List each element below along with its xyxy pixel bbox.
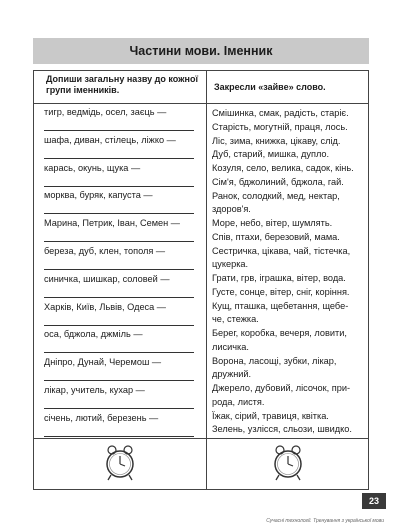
word-line: Море, небо, вітер, шумлять. bbox=[212, 218, 333, 228]
word-line: цукерка. bbox=[212, 259, 249, 270]
exercise-row bbox=[44, 384, 202, 411]
word-line: Сестричка, цікава, чай, тістечка, bbox=[212, 245, 351, 256]
word-line: Джерело, дубовий, лісочок, при- bbox=[212, 383, 351, 393]
exercise-row bbox=[44, 412, 202, 439]
right-column-header: Закресли «зайве» слово. bbox=[214, 82, 326, 92]
word-line: дружний. bbox=[212, 369, 252, 380]
word-line: Спів, птахи, березовий, мама. bbox=[212, 231, 340, 242]
left-column-header: Допиши загальну назву до кожної групи іменників. bbox=[46, 74, 198, 95]
word-line: Їжак, сірий, травиця, квітка. bbox=[212, 410, 329, 421]
exercise-row bbox=[44, 134, 202, 161]
page-number: 23 bbox=[362, 493, 386, 509]
answer-line[interactable] bbox=[44, 158, 194, 159]
answer-line[interactable] bbox=[44, 436, 194, 437]
word-group: морква, буряк, капуста — bbox=[44, 190, 153, 201]
word-line: че, стежка. bbox=[212, 314, 259, 325]
word-line: Ворона, ласощі, зубки, лікар, bbox=[212, 355, 337, 366]
word-line: здоров'я. bbox=[212, 204, 251, 215]
word-line: лисичка. bbox=[212, 341, 249, 352]
word-group: синичка, шишкар, соловей — bbox=[44, 273, 170, 284]
answer-line[interactable] bbox=[44, 213, 194, 214]
word-line: Ранок, солодкий, мед, нектар, bbox=[212, 190, 340, 201]
word-line: Старість, могутній, праця, лось. bbox=[212, 121, 348, 132]
exercise-row bbox=[44, 356, 202, 383]
exercise-row bbox=[44, 328, 202, 355]
word-line: Зелень, узлісся, сльози, швидко. bbox=[212, 424, 352, 435]
page-title-text: Частини мови. Іменник bbox=[129, 44, 273, 58]
column-divider bbox=[206, 71, 207, 489]
word-line: Смішинка, смак, радість, старіє. bbox=[212, 108, 349, 118]
exercise-row bbox=[44, 245, 202, 272]
word-group: Марина, Петрик, Іван, Семен — bbox=[44, 218, 180, 229]
answer-line[interactable] bbox=[44, 186, 194, 187]
word-line: Козуля, село, велика, садок, кінь. bbox=[212, 163, 354, 173]
answer-line[interactable] bbox=[44, 325, 194, 326]
word-line: Дуб, старий, мишка, дупло. bbox=[212, 149, 330, 160]
exercise-row bbox=[44, 106, 202, 133]
answer-line[interactable] bbox=[44, 130, 194, 131]
word-group: Харків, Київ, Львів, Одеса — bbox=[44, 301, 166, 312]
word-line: Кущ, пташка, щебетання, щебе- bbox=[212, 300, 349, 311]
word-group: Дніпро, Дунай, Черемош — bbox=[44, 357, 162, 368]
page-title bbox=[33, 38, 369, 64]
word-group: тигр, ведмідь, осел, заєць — bbox=[44, 107, 167, 117]
answer-line[interactable] bbox=[44, 408, 194, 409]
exercise-row bbox=[44, 189, 202, 216]
word-line: Ліс, зима, книжка, цікаву, слід. bbox=[212, 135, 341, 146]
word-group: оса, бджола, джміль — bbox=[44, 329, 143, 340]
answer-line[interactable] bbox=[44, 269, 194, 270]
alarm-clock-icon bbox=[271, 444, 305, 482]
footer-text: Сучасні технології. Тренування з української мови bbox=[266, 518, 384, 524]
exercise-row bbox=[44, 301, 202, 328]
word-line: рода, листя. bbox=[212, 396, 265, 407]
exercise-table bbox=[33, 70, 369, 490]
answer-line[interactable] bbox=[44, 241, 194, 242]
word-group: карась, окунь, щука — bbox=[44, 162, 141, 173]
alarm-clock-icon bbox=[103, 444, 137, 482]
exercise-row bbox=[44, 162, 202, 189]
header-divider bbox=[34, 103, 368, 104]
word-group: лікар, учитель, кухар — bbox=[44, 385, 145, 395]
exercise-row bbox=[44, 217, 202, 244]
word-line: Сім'я, бджолиний, бджола, гай. bbox=[212, 176, 344, 187]
answer-line[interactable] bbox=[44, 380, 194, 381]
answer-line[interactable] bbox=[44, 352, 194, 353]
word-line: Берег, коробка, вечеря, ловити, bbox=[212, 328, 347, 338]
word-group: січень, лютий, березень — bbox=[44, 412, 159, 423]
word-group: береза, дуб, клен, тополя — bbox=[44, 246, 166, 256]
exercise-row bbox=[44, 273, 202, 300]
word-line: Густе, сонце, вітер, сніг, коріння. bbox=[212, 286, 350, 297]
word-group: шафа, диван, стілець, ліжко — bbox=[44, 134, 176, 145]
answer-line[interactable] bbox=[44, 297, 194, 298]
word-line: Грати, грв, іграшка, вітер, вода. bbox=[212, 273, 346, 283]
